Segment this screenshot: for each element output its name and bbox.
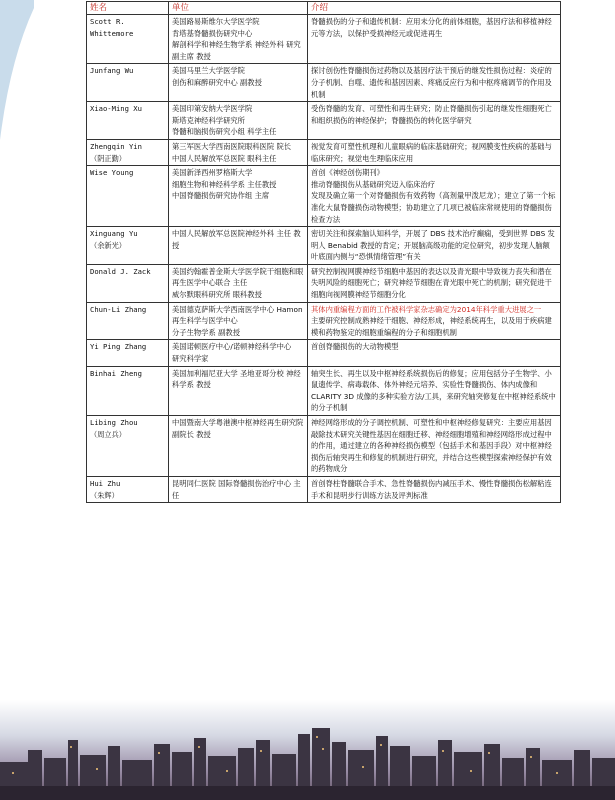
- speaker-name: Libing Zhou: [90, 418, 138, 427]
- table-row: [87, 302, 561, 340]
- speaker-affiliation-cell: [169, 476, 308, 502]
- intro-line: 脊髓损伤的分子和遗传机制：应用未分化的前体细胞，基因疗法和移植神经元等方法，以保护受损神经元或促进再生: [311, 17, 552, 38]
- affiliation-line: 研究科学家: [172, 354, 209, 364]
- speaker-name-cell: [87, 227, 169, 265]
- table-header-row: [87, 2, 561, 15]
- speaker-intro-cell: [308, 476, 561, 502]
- affiliation-line: 脊髓和脑损伤研究小组 科学主任: [172, 127, 277, 137]
- affiliation-line: 美国马里兰大学医学院: [172, 66, 245, 76]
- decorative-corner-arc: [0, 0, 34, 140]
- speaker-intro-cell: [308, 227, 561, 265]
- speaker-intro-cell: [308, 166, 561, 227]
- speaker-name-cell: [87, 166, 169, 227]
- speaker-affiliation-cell: [169, 227, 308, 265]
- header-affiliation: 单位: [169, 2, 308, 15]
- speaker-affiliation-cell: [169, 64, 308, 102]
- intro-line: 研究控制视网膜神经节细胞中基因的表达以及青光眼中导致视力丧失和潜在失明风险的细胞死亡；研究神经节细胞在青光眼中死亡的机制；研究促进干细胞向视网膜神经节细胞分化: [311, 266, 552, 300]
- affiliation-line: 中国人民解放军总医院 眼科主任: [172, 153, 277, 163]
- affiliation-line: 美国路易斯维尔大学医学院: [172, 17, 260, 26]
- speaker-intro-cell: [308, 64, 561, 102]
- affiliation-line: 中国脊髓损伤研究协作组 主席: [172, 191, 270, 201]
- speaker-intro-cell: [308, 15, 561, 64]
- intro-line: 首创脊柱脊髓联合手术、急性脊髓损伤内减压手术、慢性脊髓损伤松解粘连手术和昆明步行训练方法及评判标准: [311, 478, 552, 500]
- speaker-intro-cell: [308, 416, 561, 477]
- intro-line: 发现及确立第一个对脊髓损伤有效药物（高剂量甲泼尼龙）；建立了第一个标准化大鼠脊髓损伤动物模型；协助建立了几项已被临床常规使用的脊髓损伤检查方法: [311, 191, 556, 224]
- speaker-intro-cell: [308, 366, 561, 415]
- speaker-name: Xiao-Ming Xu: [90, 104, 142, 114]
- affiliation-line: 细胞生物和神经科学系 主任教授: [172, 179, 277, 189]
- affiliation-line: 美国约翰霍普金斯大学医学院干细胞和眼再生医学中心联合 主任: [172, 266, 304, 288]
- speaker-intro-cell: [308, 340, 561, 366]
- speaker-name: Chun-Li Zhang: [90, 304, 147, 314]
- affiliation-line: 美国印第安纳大学医学院: [172, 104, 253, 114]
- table-row: [87, 476, 561, 502]
- intro-highlight: 其体内重编程方面的工作被科学家杂志确定为2014年科学重大进展之一: [311, 304, 542, 314]
- intro-line: 首创脊髓损伤的大动物模型: [311, 342, 399, 352]
- speaker-affiliation-cell: [169, 15, 308, 64]
- speaker-table: [86, 1, 561, 503]
- affiliation-line: 创伤和麻醉研究中心 副教授: [172, 77, 262, 87]
- affiliation-line: 解剖科学和神经生物学系 神经外科 研究副主席 教授: [172, 40, 301, 61]
- speaker-name: Scott R. Whittemore: [90, 17, 134, 38]
- intro-line: 首创《神经创伤期刊》: [311, 168, 384, 178]
- intro-line: 推动脊髓损伤从基础研究迈入临床治疗: [311, 179, 436, 189]
- speaker-name-cell: [87, 416, 169, 477]
- intro-line: 轴突生长、再生以及中枢神经系统损伤后的修复；应用包括分子生物学、小鼠遗传学、病毒载体、体外神经元培养、实验性脊髓损伤、体内成像和 CLARITY 3D 成像的多种实验方法/工具，来研究轴突修复在中枢神经系统中的分子机制: [311, 368, 556, 413]
- intro-line: 密切关注和探索脑认知科学，开展了 DBS 技术治疗癫痫，受到世界 DBS 发明人 Benabid 教授的肯定；开展脑高级功能的定位研究，初步发现人脑额叶底面内侧与“恐惧情绪管理”有关: [311, 229, 555, 262]
- intro-line: 神经网络形成的分子调控机制、可塑性和中枢神经修复研究：主要应用基因敲除技术研究关键性基因在细胞迁移、神经细胞增殖和神经网络形成过程中的作用，通过建立的各种神经损伤模型（包括手术和基因手段）对中枢神经损伤后轴突再生和修复的机制进行研究，并结合这些模型探索神经保护有效的药物成分: [311, 418, 552, 474]
- affiliation-line: 美国德克萨斯大学西南医学中心 Hamon 再生科学与医学中心: [172, 304, 303, 326]
- affiliation-line: 第三军医大学西南医院眼科医院 院长: [172, 141, 292, 151]
- speaker-chinese-name: （阴正勤）: [90, 153, 126, 163]
- affiliation-line: 美国新泽西州罗格斯大学: [172, 168, 253, 178]
- table-row: [87, 264, 561, 302]
- intro-line: 探讨创伤性脊髓损伤过药物以及基因疗法干预后的继发性损伤过程：炎症的分子机制、自噬、遗传和基因因素、疼痛反应行为和中枢疼痛调节的作用及机制: [311, 66, 552, 99]
- table-row: [87, 416, 561, 477]
- speaker-name-cell: [87, 264, 169, 302]
- speaker-name-cell: [87, 340, 169, 366]
- affiliation-line: 分子生物学系 副教授: [172, 327, 240, 337]
- speaker-name-cell: [87, 102, 169, 140]
- table-row: [87, 340, 561, 366]
- speaker-affiliation-cell: [169, 340, 308, 366]
- speaker-affiliation-cell: [169, 366, 308, 415]
- speaker-name-cell: [87, 302, 169, 340]
- table-row: [87, 64, 561, 102]
- speaker-affiliation-cell: [169, 102, 308, 140]
- affiliation-line: 威尔默眼科研究所 眼科教授: [172, 290, 262, 300]
- affiliation-line: 肯塔基脊髓损伤研究中心: [172, 28, 253, 38]
- speaker-name: Hui Zhu: [90, 478, 121, 488]
- affiliation-line: 中国人民解放军总医院神经外科 主任 教授: [172, 229, 301, 250]
- speaker-name-cell: [87, 15, 169, 64]
- table-row: [87, 15, 561, 64]
- speaker-name: Xinguang Yu: [90, 229, 138, 239]
- intro-line: 视觉发育可塑性机理和儿童眼病的临床基础研究；视网膜变性疾病的基础与临床研究；视觉电生理临床应用: [311, 141, 552, 163]
- speaker-chinese-name: （周立兵）: [90, 429, 126, 439]
- affiliation-line: 斯塔克神经科学研究所: [172, 115, 245, 125]
- table-row: [87, 366, 561, 415]
- speaker-name: Donald J. Zack: [90, 266, 151, 276]
- affiliation-line: 昆明同仁医院 国际脊髓损伤治疗中心 主任: [172, 478, 301, 500]
- table-row: [87, 102, 561, 140]
- table-row: [87, 139, 561, 165]
- header-name: 姓名: [87, 2, 169, 15]
- speaker-intro-cell: [308, 302, 561, 340]
- affiliation-line: 中国暨南大学粤港澳中枢神经再生研究院 副院长 教授: [172, 418, 304, 439]
- speaker-name: Wise Young: [90, 168, 134, 178]
- speaker-affiliation-cell: [169, 302, 308, 340]
- speaker-name: Junfang Wu: [90, 66, 134, 76]
- speaker-affiliation-cell: [169, 264, 308, 302]
- speaker-name-cell: [87, 139, 169, 165]
- speaker-chinese-name: （朱辉）: [90, 490, 119, 500]
- intro-line: 主要研究控制成熟神经干细胞、神经形成，神经系统再生，以及用于疾病建模和药物鉴定的细胞重编程的分子和细胞机制: [311, 316, 552, 337]
- affiliation-line: 美国加利福尼亚大学 圣地亚哥分校 神经科学系 教授: [172, 368, 301, 390]
- intro-line: 受伤脊髓的发育、可塑性和再生研究；防止脊髓损伤引起的继发性细胞死亡和组织损伤的神经保护；脊髓损伤的转化医学研究: [311, 104, 552, 125]
- table-body: [87, 15, 561, 503]
- speaker-name: Binhai Zheng: [90, 368, 142, 378]
- speaker-name: Zhengqin Yin: [90, 141, 142, 151]
- speaker-name-cell: [87, 64, 169, 102]
- speaker-chinese-name: （余新光）: [90, 240, 126, 250]
- city-skyline-photo: [0, 700, 615, 800]
- header-intro: 介绍: [308, 2, 561, 15]
- speaker-affiliation-cell: [169, 139, 308, 165]
- table-row: [87, 166, 561, 227]
- speaker-intro-cell: [308, 102, 561, 140]
- speaker-affiliation-cell: [169, 166, 308, 227]
- speaker-affiliation-cell: [169, 416, 308, 477]
- speaker-name-cell: [87, 366, 169, 415]
- affiliation-line: 美国诺顿医疗中心/诺顿神经科学中心: [172, 342, 292, 352]
- table-row: [87, 227, 561, 265]
- speaker-name: Yi Ping Zhang: [90, 342, 147, 352]
- speaker-name-cell: [87, 476, 169, 502]
- speaker-intro-cell: [308, 264, 561, 302]
- speaker-intro-cell: [308, 139, 561, 165]
